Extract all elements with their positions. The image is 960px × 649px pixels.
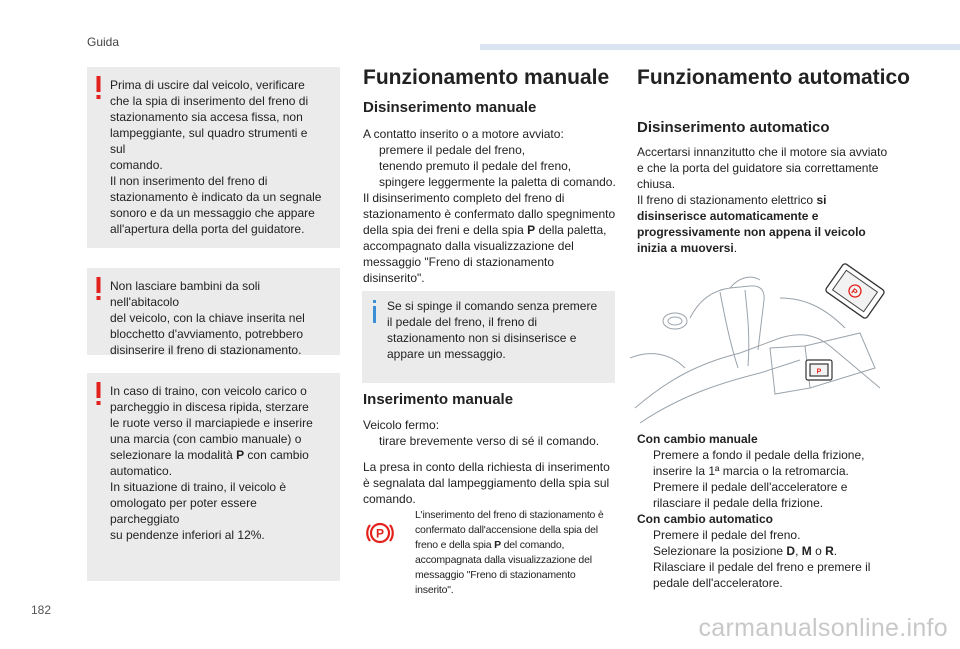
manual-apply-title: Inserimento manuale bbox=[363, 391, 514, 408]
parking-brake-icon bbox=[365, 518, 395, 548]
automatic-gearbox-title: Con cambio automatico bbox=[637, 512, 774, 526]
warning-box-1 bbox=[87, 67, 340, 248]
warning-text-3: In caso di traino, con veicolo carico o parcheggio in discesa ripida, sterzare le ruote verso il marciapiede e inserire una marcia (con cambio manuale) o selezionare la modalità P con cambio automatico. In situazione di traino, il veicolo è omologato per poter essere parcheggiato su pendenze inferiori al 12%. bbox=[110, 384, 313, 542]
bullet-icon bbox=[637, 543, 653, 559]
bullet-icon bbox=[637, 479, 653, 511]
svg-text:P: P bbox=[849, 286, 860, 298]
list-item: Premere il pedale del freno. bbox=[637, 527, 897, 543]
parking-brake-console-illustration bbox=[630, 258, 890, 428]
manual-release-text: A contatto inserito o a motore avviato: premere il pedale del freno, tenendo premuto il pedale del freno, spingere leggermente la paletta di comando. Il disinserimento completo del freno di stazionamento è confermato dallo spegnimento della spia dei freni e della spia P della paletta, accompagnato dalla visualizzazione del messaggio "Freno di stazionamento disinserito". bbox=[363, 127, 616, 285]
warning-exclamation-icon bbox=[94, 382, 103, 406]
list-item: Premere a fondo il pedale della frizione, inserire la 1ª marcia o la retromarcia. bbox=[637, 447, 897, 479]
bullet-icon bbox=[637, 527, 653, 543]
watermark[interactable]: carmanualsonline.info bbox=[698, 614, 948, 642]
warning-text-1: Prima di uscire dal veicolo, verificare che la spia di inserimento del freno di stazionamento sia accesa fissa, non lampeggiante, sul quadro strumenti e sul comando. Il non inserimento del freno di stazionamento è indicato da un segnale sonoro e da un messaggio che appare all'apertura della porta del guidatore. bbox=[110, 78, 322, 236]
manual-operation-title: Funzionamento manuale bbox=[363, 66, 610, 89]
manual-gearbox-title: Con cambio manuale bbox=[637, 432, 758, 446]
warning-text-2: Non lasciare bambini da soli nell'abitacolo del veicolo, con la chiave inserita nel blocchetto d'avviamento, potrebbero disinserire il freno di stazionamento. bbox=[110, 279, 305, 357]
list-item: Rilasciare il pedale del freno e premere il pedale dell'acceleratore. bbox=[637, 559, 897, 591]
automatic-operation-title: Funzionamento automatico bbox=[637, 66, 910, 89]
header-bar bbox=[480, 44, 960, 50]
header-section-label: Guida bbox=[87, 35, 120, 49]
warning-box-2 bbox=[87, 268, 340, 355]
bullet-icon bbox=[363, 433, 379, 449]
warning-exclamation-icon bbox=[94, 76, 103, 100]
bullet-icon bbox=[363, 158, 379, 190]
bullet-icon bbox=[363, 142, 379, 158]
manual-apply-confirm: La presa in conto della richiesta di inserimento è segnalata dal lampeggiamento della spia sul comando. bbox=[363, 460, 610, 506]
info-text: Se si spinge il comando senza premere il pedale del freno, il freno di stazionamento non si disinserisce e appare un messaggio. bbox=[387, 299, 598, 361]
list-item: Premere il pedale dell'acceleratore e rilasciare il pedale della frizione. bbox=[637, 479, 897, 511]
apply-confirmation-note: L'inserimento del freno di stazionamento è confermato dall'accensione della spia del freno e della spia P del comando, accompagnata dalla visualizzazione del messaggio "Freno di stazionamento inserito". bbox=[415, 509, 604, 596]
list-item: tirare brevemente verso di sé il comando. bbox=[363, 433, 617, 449]
list-item: tenendo premuto il pedale del freno, spingere leggermente la paletta di comando. bbox=[363, 158, 617, 190]
warning-box-3 bbox=[87, 373, 340, 581]
manual-release-title: Disinserimento manuale bbox=[363, 99, 537, 116]
page-number: 182 bbox=[31, 603, 52, 617]
list-item: premere il pedale del freno, bbox=[363, 142, 617, 158]
warning-exclamation-icon bbox=[94, 277, 103, 301]
info-box bbox=[362, 291, 615, 383]
list-item: Selezionare la posizione D, M o R. bbox=[637, 543, 897, 559]
automatic-gear-procedures bbox=[637, 431, 897, 591]
svg-text:P: P bbox=[375, 526, 385, 541]
automatic-release-title: Disinserimento automatico bbox=[637, 119, 830, 136]
bullet-icon bbox=[637, 559, 653, 591]
info-icon bbox=[370, 300, 379, 323]
bullet-icon bbox=[637, 447, 653, 479]
automatic-release-text: Accertarsi innanzitutto che il motore sia avviato e che la porta del guidatore sia correttamente chiusa. Il freno di stazionamento elettrico si disinserisce automaticamente e progressivamente non appena il veicolo inizia a muoversi. bbox=[637, 145, 888, 255]
manual-apply-text: Veicolo fermo: tirare brevemente verso di sé il comando. bbox=[363, 417, 617, 449]
svg-text:P: P bbox=[816, 368, 822, 376]
